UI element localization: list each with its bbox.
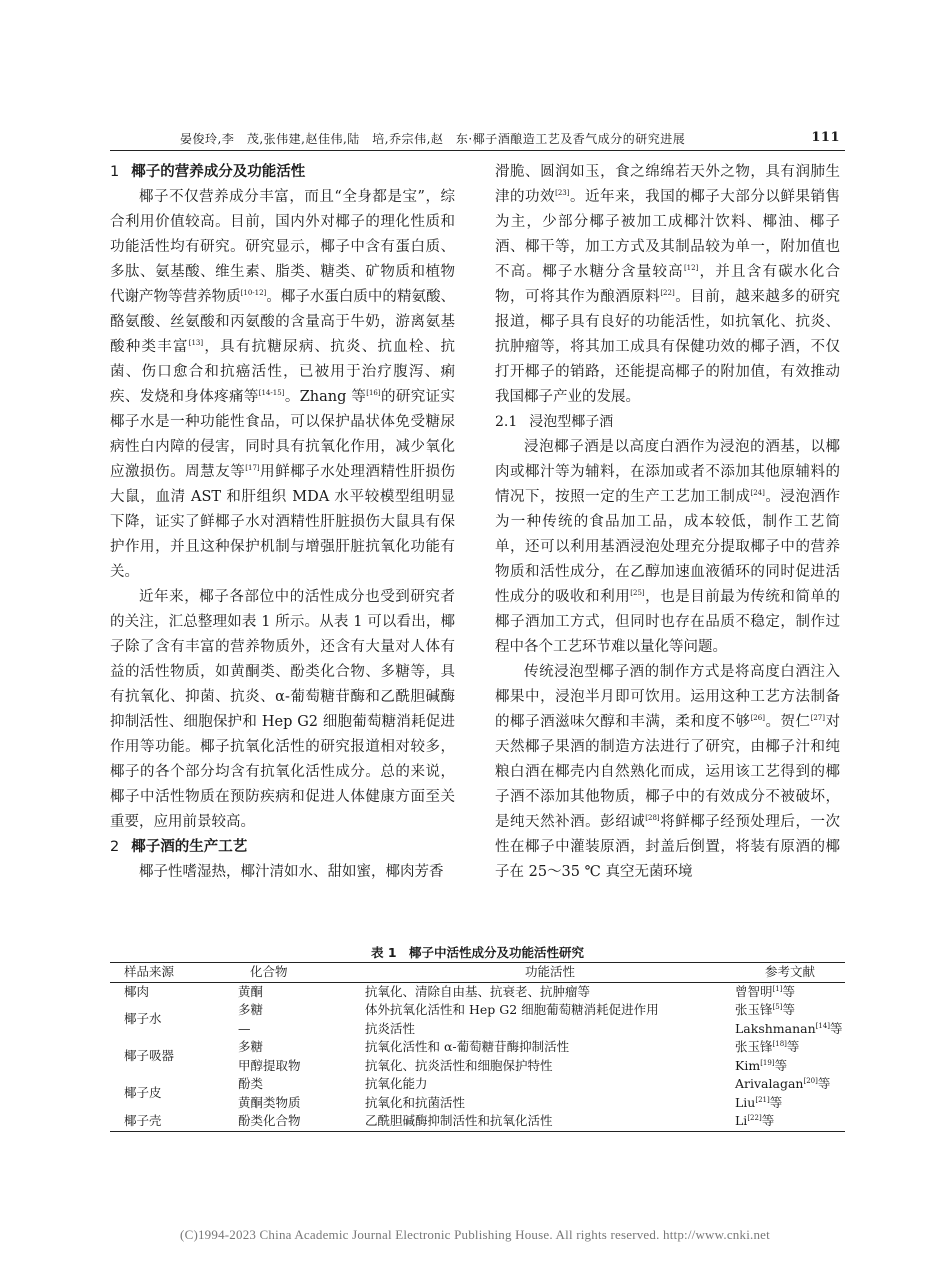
cell-ref: 曾智明[1]等 bbox=[735, 983, 795, 999]
section-title: 椰子的营养成分及功能活性 bbox=[131, 164, 306, 180]
cell-activity: 抗氧化和抗菌活性 bbox=[365, 1094, 466, 1110]
table-row bbox=[110, 982, 845, 1001]
cell-compound: 黄酮类物质 bbox=[238, 1094, 301, 1110]
citation: [26] bbox=[750, 714, 765, 723]
section-2-1-heading bbox=[495, 410, 840, 435]
table-row bbox=[110, 1001, 845, 1020]
page-number: 111 bbox=[811, 130, 840, 145]
section-number: 2.1 bbox=[495, 414, 518, 430]
section-2-heading bbox=[110, 835, 455, 860]
citation: [27] bbox=[810, 714, 825, 723]
header-rule bbox=[110, 150, 845, 151]
cell-source: 椰肉 bbox=[124, 983, 150, 999]
paragraph: 滑脆、圆润如玉，食之绵绵若天外之物，具有润肺生津的功效[23]。近年来，我国的椰子大部分以鲜果销售为主，少部分椰子被加工成椰汁饮料、椰油、椰子酒、椰干等，加工方式及其制品较为单一，附加值也不高。椰子水糖分含量较高[12]，并且含有碳水化合物，可将其作为酿酒原料[22]。目前，越来越多的研究报道，椰子具有良好的功能活性，如抗氧化、抗炎、抗肿瘤等，将其加工成具有保健功效的椰子酒，不仅打开椰子的销路，还能提高椰子的附加值，有效推动我国椰子产业的发展。 bbox=[495, 164, 841, 405]
section-number: 2 bbox=[110, 839, 120, 855]
column-header: 样品来源 bbox=[124, 964, 175, 979]
right-column bbox=[495, 160, 840, 885]
column-header: 参考文献 bbox=[764, 964, 815, 979]
cell-compound: 黄酮 bbox=[238, 983, 264, 999]
section-title: 椰子酒的生产工艺 bbox=[131, 839, 248, 855]
cell-activity: 乙酰胆碱酶抑制活性和抗氧化活性 bbox=[365, 1112, 735, 1131]
cell-ref: Kim[19]等 bbox=[735, 1057, 788, 1073]
cell-activity: 抗氧化活性和 α-葡萄糖苷酶抑制活性 bbox=[365, 1039, 570, 1054]
citation: [14-15] bbox=[258, 389, 285, 398]
table-row bbox=[110, 1038, 845, 1057]
active-components-table bbox=[110, 962, 845, 1132]
cell-ref: Arivalagan[20]等 bbox=[735, 1076, 831, 1091]
cell-ref: 张玉锋[5]等 bbox=[735, 1002, 795, 1017]
cell-ref: Liu[21]等 bbox=[735, 1094, 783, 1110]
paragraph: 传统浸泡型椰子酒的制作方式是将高度白酒注入椰果中，浸泡半月即可饮用。运用这种工艺方法制备的椰子酒滋味欠醇和丰满，柔和度不够[26]。贺仁[27]对天然椰子果酒的制造方法进行了研究，由椰子汁和纯粮白酒在椰壳内自然熟化而成，运用该工艺得到的椰子酒不添加其他物质，椰子中的有效成分不被破坏，是纯天然补酒。彭绍诚[28]将鲜椰子经预处理后，一次性在椰子中灌装原酒，封盖后倒置，将装有原酒的椰子在 25～35 ℃ 真空无菌环境 bbox=[495, 664, 841, 880]
citation: [24] bbox=[750, 489, 765, 498]
citation: [28] bbox=[645, 814, 660, 823]
cell-source: 椰子壳 bbox=[110, 1112, 238, 1131]
column-header: 功能活性 bbox=[524, 964, 575, 979]
cell-compound: 多糖 bbox=[238, 1039, 264, 1054]
table-row bbox=[110, 1112, 845, 1131]
paragraph: 浸泡椰子酒是以高度白酒作为浸泡的酒基，以椰肉或椰汁等为辅料，在添加或者不添加其他原辅料的情况下，按照一定的生产工艺加工制成[24]。浸泡酒作为一种传统的食品加工品，成本较低，制作工艺简单，还可以利用基酒浸泡处理充分提取椰子中的营养物质和活性成分，在乙醇加速血液循环的同时促进活性成分的吸收和利用[25]，也是目前最为传统和简单的椰子酒加工方式，但同时也存在品质不稳定，制作过程中各个工艺环节难以量化等问题。 bbox=[495, 439, 841, 655]
cell-source: 椰子吸器 bbox=[124, 1048, 175, 1064]
cell-ref: 张玉锋[18]等 bbox=[735, 1039, 800, 1054]
copyright-footer: (C)1994-2023 China Academic Journal Electronic Publishing House. All rights reserved. http://www.cnki.net bbox=[180, 1227, 770, 1242]
citation: [13] bbox=[188, 339, 204, 348]
cell-compound: 酚类化合物 bbox=[238, 1112, 365, 1131]
table-row bbox=[110, 1075, 845, 1094]
section-1-heading bbox=[110, 160, 455, 185]
citation: [17] bbox=[245, 464, 260, 473]
table-caption: 表 1 椰子中活性成分及功能活性研究 bbox=[370, 945, 585, 960]
cell-activity: 抗炎活性 bbox=[365, 1020, 416, 1036]
citation: [23] bbox=[555, 189, 570, 198]
cell-activity: 抗氧化、清除自由基、抗衰老、抗肿瘤等 bbox=[365, 983, 591, 999]
paragraph: 近年来，椰子各部位中的活性成分也受到研究者的关注，汇总整理如表 1 所示。从表 1 可以看出，椰子除了含有丰富的营养物质外，还含有大量对人体有益的活性物质，如黄酮类、酚类化合物、多糖等，具有抗氧化、抑菌、抗炎、α-葡萄糖苷酶和乙酰胆碱酶抑制活性、细胞保护和 Hep G2 细胞葡萄糖消耗促进作用等功能。椰子抗氧化活性的研究报道相对较多，椰子的各个部分均含有抗氧化活性成分。总的来说，椰子中活性物质在预防疾病和促进人体健康方面至关重要，应用前景较高。 bbox=[110, 589, 455, 830]
column-header: 化合物 bbox=[250, 964, 288, 979]
cell-source: 椰子皮 bbox=[124, 1085, 162, 1101]
citation: [16] bbox=[366, 389, 381, 398]
paragraph: 椰子性嗜湿热，椰汁清如水、甜如蜜，椰肉芳香 bbox=[139, 864, 444, 880]
cell-ref: Li[22]等 bbox=[735, 1112, 845, 1131]
cell-activity: 体外抗氧化活性和 Hep G2 细胞葡萄糖消耗促进作用 bbox=[365, 1002, 659, 1017]
cell-source: 椰子水 bbox=[124, 1011, 162, 1027]
cell-activity: 抗氧化、抗炎活性和细胞保护特性 bbox=[365, 1057, 553, 1073]
cell-compound: — bbox=[238, 1020, 251, 1036]
cell-compound: 甲醇提取物 bbox=[238, 1057, 301, 1073]
citation: [10-12] bbox=[240, 289, 267, 298]
left-column bbox=[110, 160, 455, 885]
citation: [22] bbox=[660, 289, 675, 298]
citation: [25] bbox=[630, 589, 645, 598]
section-number: 1 bbox=[110, 164, 120, 180]
section-title: 浸泡型椰子酒 bbox=[529, 414, 614, 430]
cell-ref: Lakshmanan[14]等 bbox=[735, 1020, 843, 1036]
running-title: 晏俊玲,李 茂,张伟建,赵佳伟,陆 培,乔宗伟,赵 东·椰子酒酿造工艺及香气成分的研究进展 bbox=[180, 132, 686, 146]
table-header-row bbox=[110, 963, 845, 983]
cell-compound: 酚类 bbox=[238, 1076, 264, 1091]
citation: [12] bbox=[683, 264, 699, 273]
cell-activity: 抗氧化能力 bbox=[365, 1076, 428, 1091]
cell-compound: 多糖 bbox=[238, 1002, 264, 1017]
paragraph: 椰子不仅营养成分丰富，而且“全身都是宝”，综合利用价值较高。目前，国内外对椰子的理化性质和功能活性均有研究。研究显示，椰子中含有蛋白质、多肽、氨基酸、维生素、脂类、糖类、矿物质和植物代谢产物等营养物质[10-12]。椰子水蛋白质中的精氨酸、酪氨酸、丝氨酸和丙氨酸的含量高于牛奶，游离氨基酸种类丰富[13]，具有抗糖尿病、抗炎、抗血栓、抗菌、伤口愈合和抗癌活性，已被用于治疗腹泻、痢疾、发烧和身体疼痛等[14-15]。Zhang 等[16]的研究证实椰子水是一种功能性食品，可以保护晶状体免受糖尿病性白内障的侵害，同时具有抗氧化作用，减少氧化应激损伤。周慧友等[17]用鲜椰子水处理酒精性肝损伤大鼠，血清 AST 和肝组织 MDA 水平较模型组明显下降，证实了鲜椰子水对酒精性肝脏损伤大鼠具有保护作用，并且这种保护机制与增强肝脏抗氧化功能有关。 bbox=[110, 189, 456, 580]
